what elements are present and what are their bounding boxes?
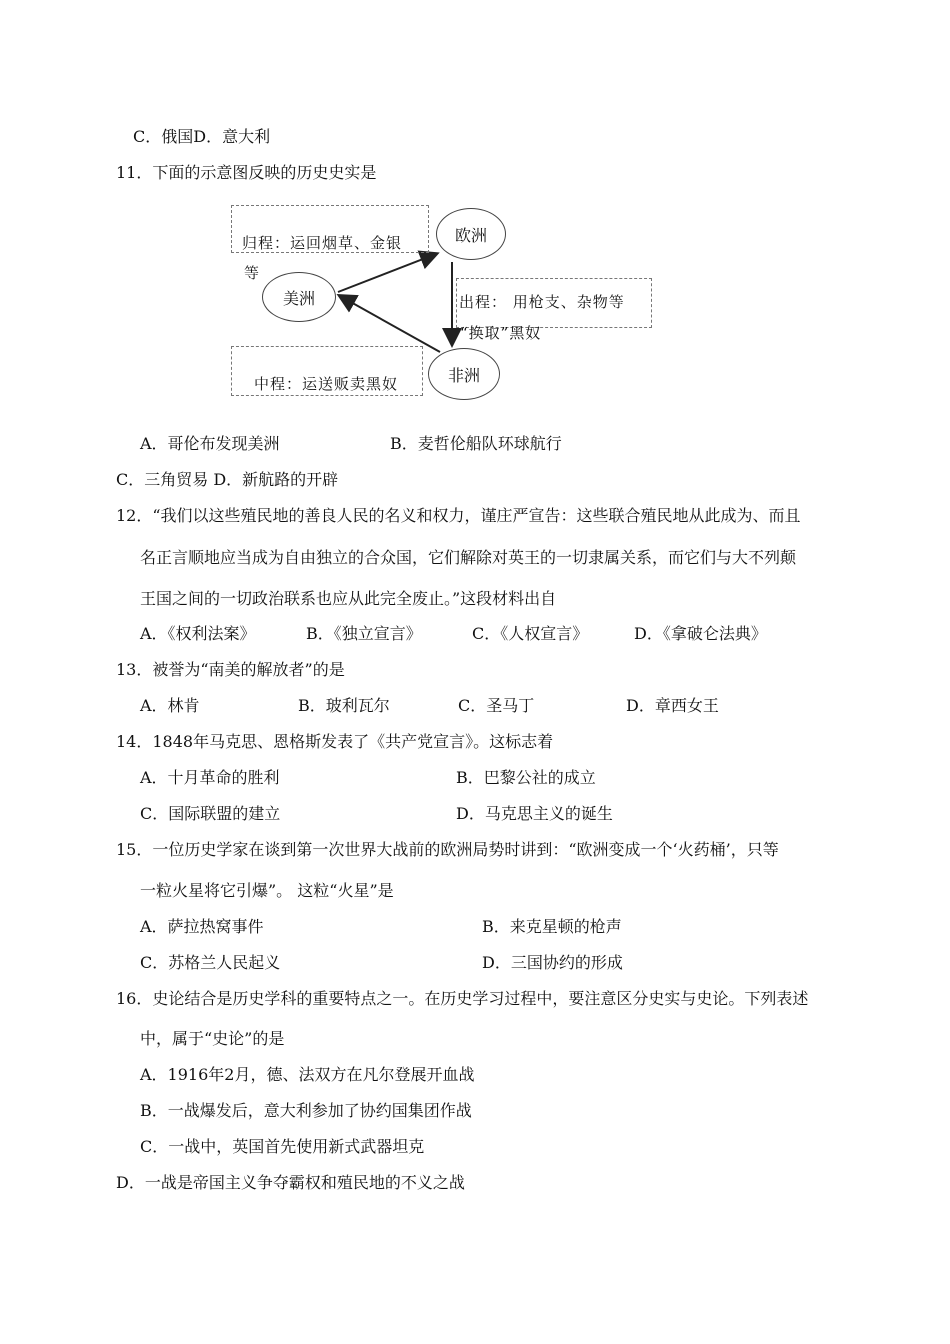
q15-stem-line1: 15．一位历史学家在谈到第一次世界大战前的欧洲局势时讲到：“欧洲变成一个‘火药桶’，只等 — [116, 840, 779, 859]
america-label: 美洲 — [282, 288, 315, 308]
q15-option-b: B．来克星顿的枪声 — [482, 917, 622, 936]
america-node — [262, 272, 336, 322]
arrow-america-to-europe — [338, 254, 436, 292]
europe-label: 欧洲 — [454, 225, 487, 245]
q13-stem: 13．被誉为“南美的解放者”的是 — [116, 660, 345, 679]
outbound-voyage-overflow: “换取”黑奴 — [460, 324, 542, 342]
q12-stem-line3: 王国之间的一切政治联系也应从此完全废止。”这段材料出自 — [140, 589, 557, 608]
q16-stem-line2: 中，属于“史论”的是 — [140, 1029, 285, 1048]
q16-option-a: A．1916年2月，德、法双方在凡尔登展开血战 — [140, 1065, 475, 1084]
q11-stem: 11．下面的示意图反映的历史史实是 — [116, 163, 377, 182]
q12-option-c: C．《人权宣言》 — [472, 624, 589, 643]
return-voyage-label: 归程：运回烟草、金银 — [242, 234, 403, 252]
q11-option-b: B．麦哲伦船队环球航行 — [390, 434, 562, 453]
q13-option-d: D．章西女王 — [626, 696, 719, 715]
q16-option-c: C．一战中，英国首先使用新式武器坦克 — [140, 1137, 425, 1156]
q13-option-a: A．林肯 — [140, 696, 200, 715]
q11-option-a: A．哥伦布发现美洲 — [140, 434, 280, 453]
q14-option-d: D．马克思主义的诞生 — [456, 804, 613, 823]
q16-stem-line1: 16．史论结合是历史学科的重要特点之一。在历史学习过程中，要注意区分史实与史论。下列表述 — [116, 989, 809, 1008]
return-voyage-overflow: 等 — [244, 264, 261, 282]
q14-stem: 14．1848年马克思、恩格斯发表了《共产党宣言》。这标志着 — [116, 732, 554, 751]
q15-stem-line2: 一粒火星将它引爆”。 这粒“火星”是 — [140, 881, 394, 900]
q15-option-c: C．苏格兰人民起义 — [140, 953, 281, 972]
q14-option-a: A．十月革命的胜利 — [140, 768, 280, 787]
q13-option-c: C．圣马丁 — [458, 696, 535, 715]
q15-option-a: A．萨拉热窝事件 — [140, 917, 264, 936]
middle-passage-label: 中程：运送贩卖黑奴 — [254, 375, 399, 393]
return-voyage-box — [231, 205, 429, 253]
europe-node — [436, 208, 506, 260]
q16-option-b: B．一战爆发后，意大利参加了协约国集团作战 — [140, 1101, 472, 1120]
q11-options-cd: C．三角贸易 D．新航路的开辟 — [116, 470, 339, 489]
q12-option-b: B．《独立宣言》 — [306, 624, 422, 643]
q12-stem-line2: 名正言顺地应当成为自由独立的合众国，它们解除对英王的一切隶属关系，而它们与大不列颠 — [140, 548, 797, 567]
q13-option-b: B．玻利瓦尔 — [298, 696, 390, 715]
q15-option-d: D．三国协约的形成 — [482, 953, 623, 972]
q14-option-c: C．国际联盟的建立 — [140, 804, 281, 823]
q12-stem-line1: 12．“我们以这些殖民地的善良人民的名义和权力，谨庄严宣告：这些联合殖民地从此成为、而且 — [116, 506, 801, 525]
q12-option-a: A．《权利法案》 — [140, 624, 256, 643]
africa-node — [428, 348, 500, 400]
q10-options-cd: C．俄国D．意大利 — [133, 127, 271, 146]
middle-passage-box — [231, 346, 423, 396]
outbound-voyage-box — [456, 278, 652, 328]
q12-option-d: D．《拿破仑法典》 — [634, 624, 767, 643]
arrow-africa-to-america — [340, 296, 440, 352]
q14-option-b: B．巴黎公社的成立 — [456, 768, 596, 787]
q16-option-d: D．一战是帝国主义争夺霸权和殖民地的不义之战 — [116, 1173, 465, 1192]
africa-label: 非洲 — [447, 365, 480, 385]
outbound-voyage-label: 出程： 用枪支、杂物等 — [459, 293, 625, 311]
